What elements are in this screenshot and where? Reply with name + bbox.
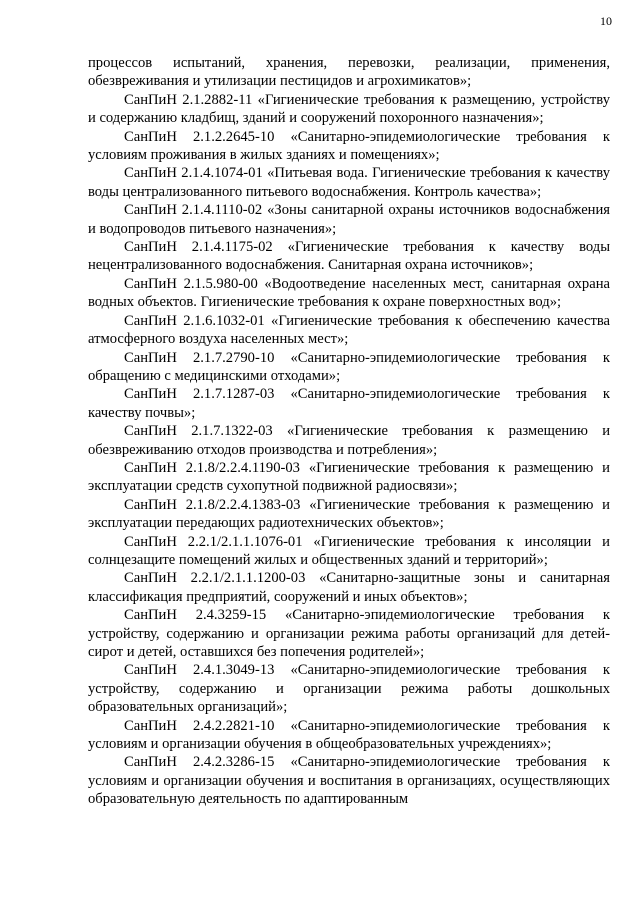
paragraph: СанПиН 2.4.2.3286-15 «Санитарно-эпидемиологические требования к условиям и организации обучения и воспитания в организациях, осуществляющих образовательную деятельность по адаптированным [88,754,610,808]
paragraph: СанПиН 2.4.1.3049-13 «Санитарно-эпидемиологические требования к устройству, содержанию и организации режима работы дошкольных образовательных организаций»; [88,662,610,716]
paragraph: СанПиН 2.4.3259-15 «Санитарно-эпидемиологические требования к устройству, содержанию и организации режима работы организаций для детей-сирот и детей, оставшихся без попечения родителей»; [88,607,610,660]
paragraph: СанПиН 2.2.1/2.1.1.1200-03 «Санитарно-защитные зоны и санитарная классификация предприятий, сооружений и иных объектов»; [88,570,610,605]
paragraph: СанПиН 2.2.1/2.1.1.1076-01 «Гигиенические требования к инсоляции и солнцезащите помещений жилых и общественных зданий и территорий»; [88,533,610,568]
page-number: 10 [600,14,612,28]
paragraph: СанПиН 2.1.2.2645-10 «Санитарно-эпидемиологические требования к условиям проживания в жилых зданиях и помещениях»; [88,128,610,164]
paragraph: СанПиН 2.1.8/2.2.4.1190-03 «Гигиенические требования к размещению и эксплуатации средств сухопутной подвижной радиосвязи»; [88,459,610,495]
paragraph: СанПиН 2.1.4.1110-02 «Зоны санитарной охраны источников водоснабжения и водопроводов питьевого назначения»; [88,202,610,237]
paragraph: СанПиН 2.1.4.1175-02 «Гигиенические требования к качеству воды нецентрализованного водоснабжения. Санитарная охрана источников»; [88,239,610,274]
paragraph: СанПиН 2.1.6.1032-01 «Гигиенические требования к обеспечению качества атмосферного воздуха населенных мест»; [88,312,610,348]
paragraph: СанПиН 2.1.5.980-00 «Водоотведение населенных мест, санитарная охрана водных объектов. Гигиенические требования к охране поверхностных вод»; [88,275,610,311]
paragraph: СанПиН 2.1.4.1074-01 «Питьевая вода. Гигиенические требования к качеству воды централизованного питьевого водоснабжения. Контроль качества»; [88,165,610,200]
paragraph-continuation: процессов испытаний, хранения, перевозки, реализации, применения, обезвреживания и утилизации пестицидов и агрохимикатов»; [88,55,610,90]
paragraph: СанПиН 2.1.7.1287-03 «Санитарно-эпидемиологические требования к качеству почвы»; [88,386,610,421]
paragraph: СанПиН 2.1.7.2790-10 «Санитарно-эпидемиологические требования к обращению с медицинскими отходами»; [88,349,610,384]
paragraph: СанПиН 2.1.7.1322-03 «Гигиенические требования к размещению и обезвреживанию отходов производства и потребления»; [88,423,610,458]
paragraph: СанПиН 2.1.8/2.2.4.1383-03 «Гигиенические требования к размещению и эксплуатации передающих радиотехнических объектов»; [88,496,610,532]
document-body [88,54,610,809]
paragraph: СанПиН 2.1.2882-11 «Гигиенические требования к размещению, устройству и содержанию кладбищ, зданий и сооружений похоронного назначения»; [88,91,610,127]
paragraph: СанПиН 2.4.2.2821-10 «Санитарно-эпидемиологические требования к условиям и организации обучения в общеобразовательных учреждениях»; [88,717,610,753]
